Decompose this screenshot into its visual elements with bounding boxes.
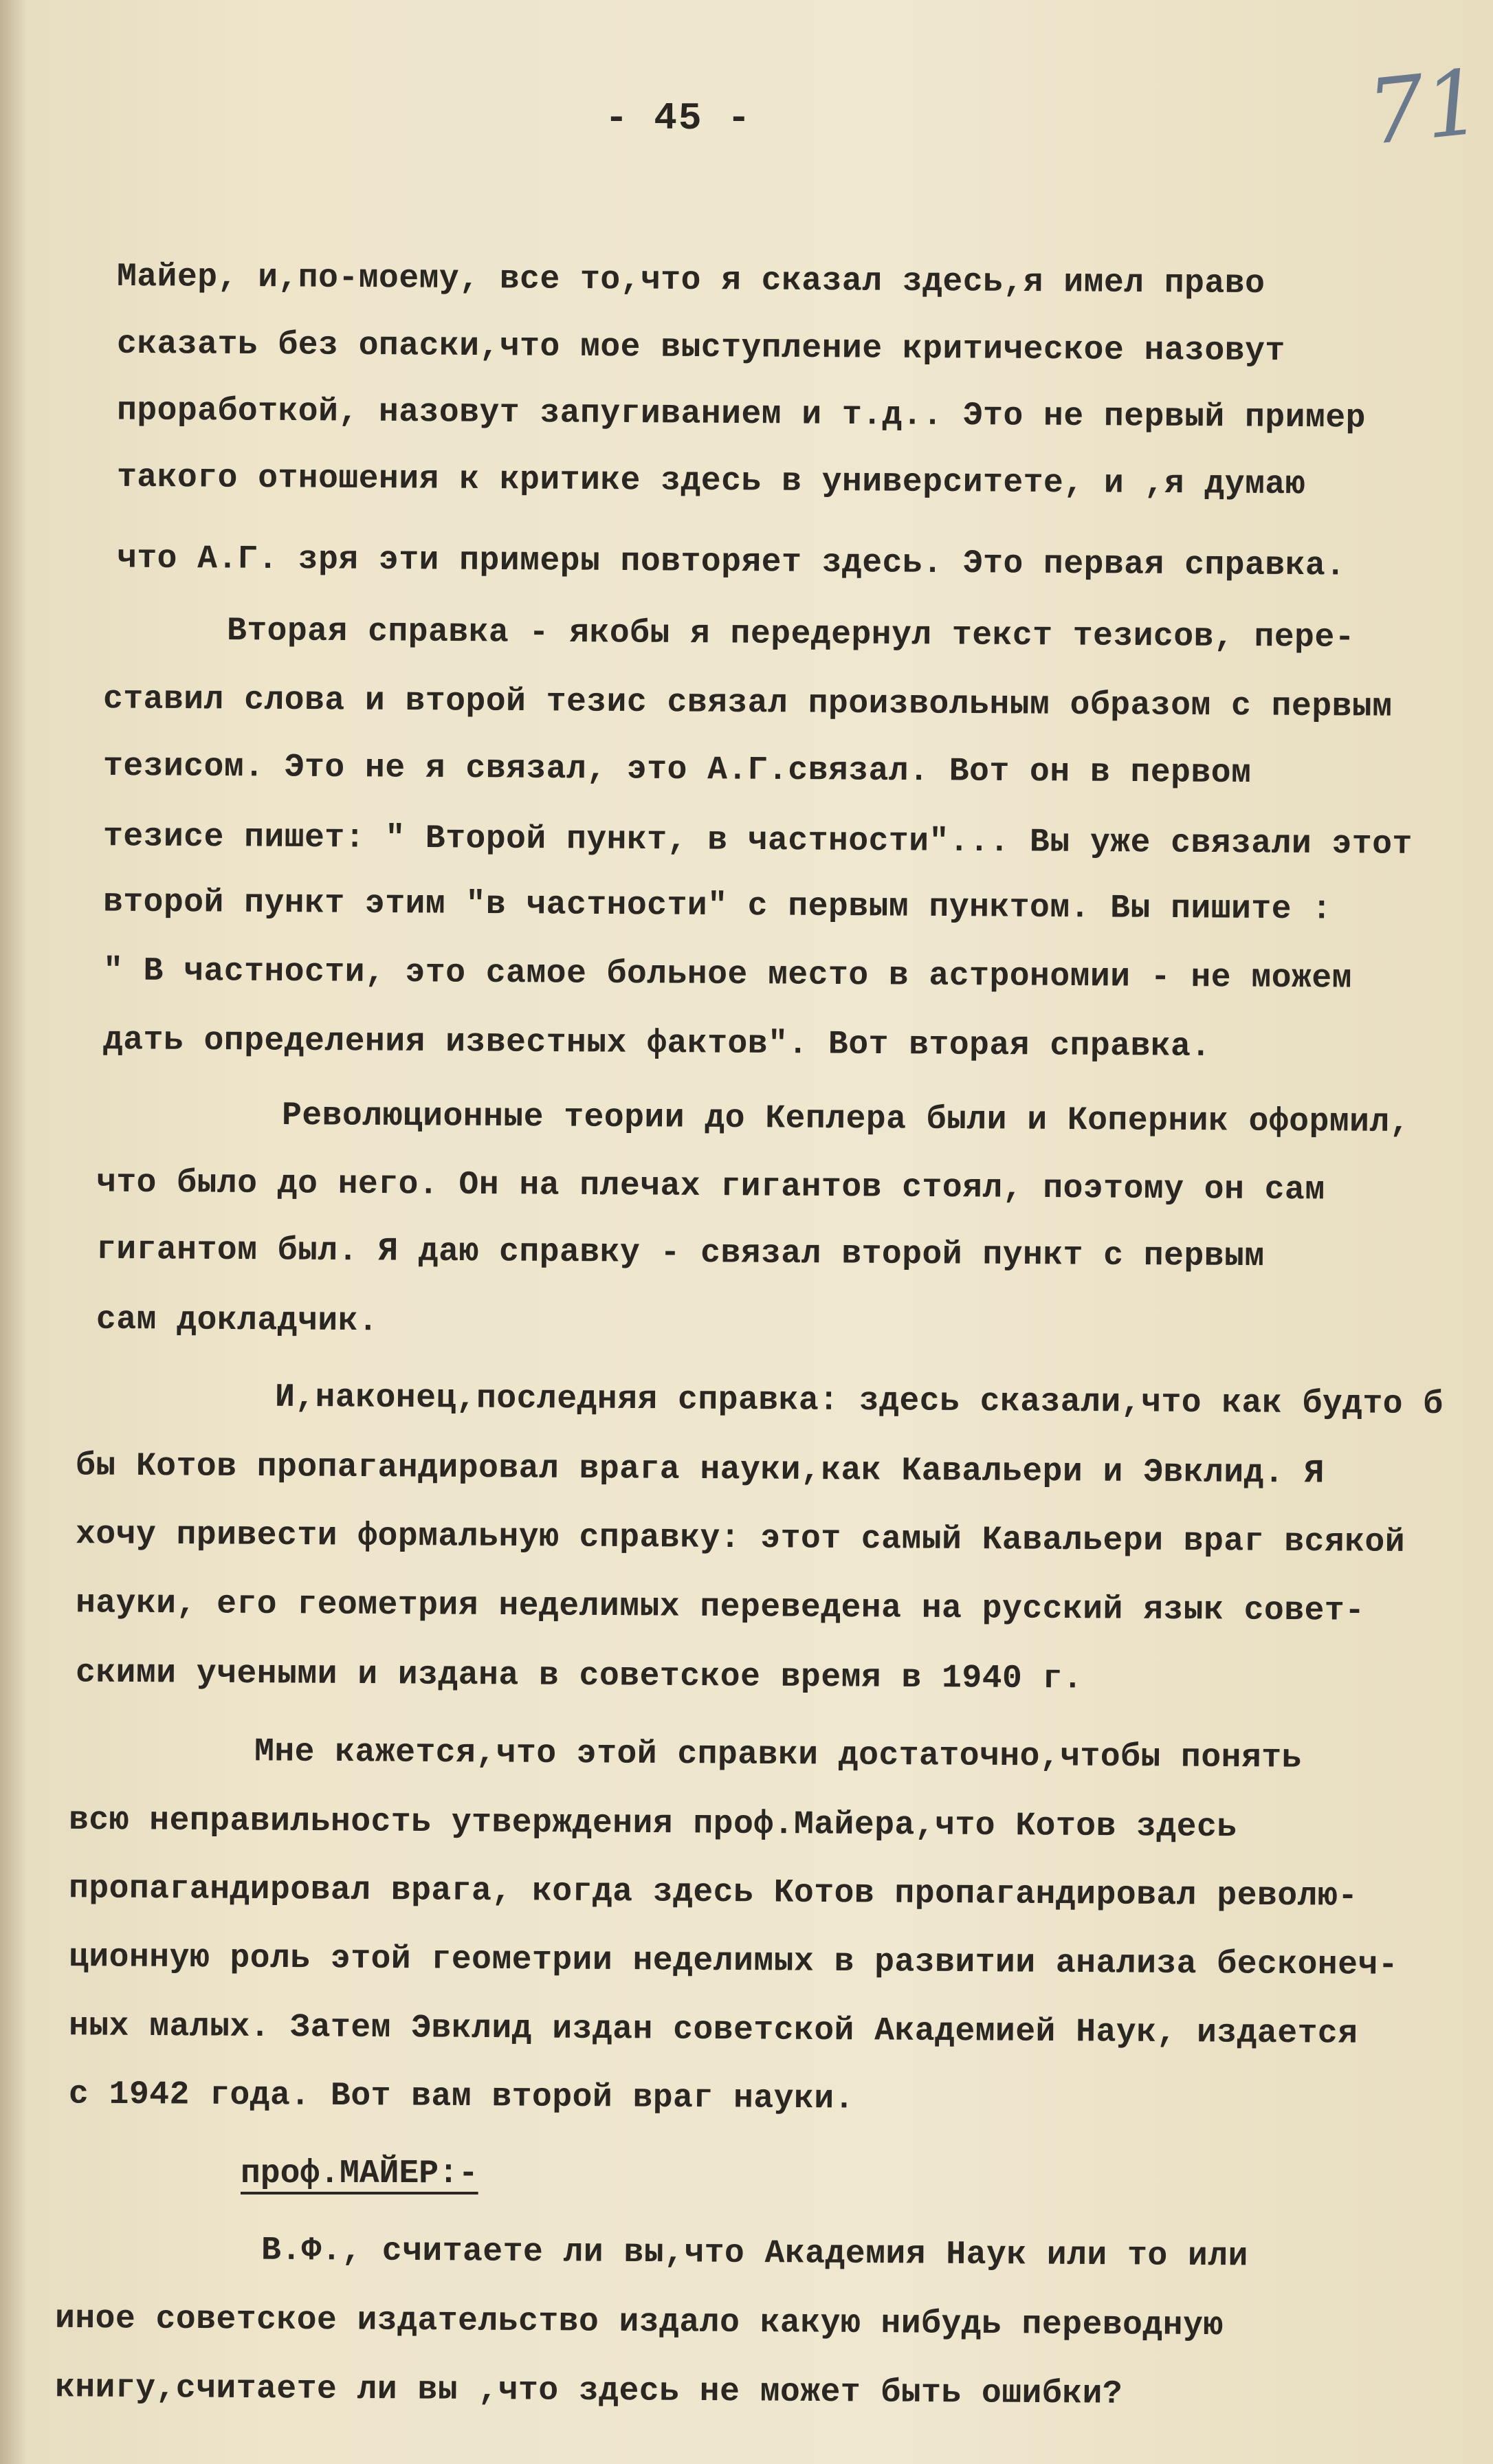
text-line: Мне кажется,что этой справки достаточно,чтобы понять bbox=[254, 1733, 1302, 1777]
text-line: тезисе пишет: " Второй пункт, в частности"... Вы уже связали этот bbox=[102, 818, 1413, 864]
text-line: ционную роль этой геометрии неделимых в развитии анализа бесконеч- bbox=[68, 1939, 1399, 1984]
text-line: ставил слова и второй тезис связал произвольным образом с первым bbox=[102, 681, 1393, 726]
text-line: В.Ф., считаете ли вы,что Академия Наук или то или bbox=[261, 2232, 1249, 2276]
text-line: пропагандировал врага, когда здесь Котов пропагандировал револю- bbox=[68, 1870, 1358, 1915]
text-line: проработкой, назовут запугиванием и т.д.. Это не первый пример bbox=[116, 392, 1367, 437]
text-line: сказать без опаски,что мое выступление критическое назовут bbox=[116, 325, 1285, 371]
text-line: тезисом. Это не я связал, это А.Г.связал. Вот он в первом bbox=[102, 747, 1252, 793]
text-line: ных малых. Затем Эвклид издан советской Академией Наук, издается bbox=[68, 2008, 1358, 2053]
text-line: хочу привести формальную справку: этот самый Кавальери враг всякой bbox=[75, 1516, 1406, 1561]
text-line: книгу,считаете ли вы ,что здесь не может быть ошибки? bbox=[54, 2369, 1123, 2413]
page-number: - 45 - bbox=[605, 96, 752, 140]
text-line: иное советское издательство издало какую нибудь переводную bbox=[54, 2300, 1224, 2345]
text-line: Революционные теории до Кеплера были и Коперник оформил, bbox=[281, 1097, 1411, 1142]
text-line: Вторая справка - якобы я передернул текст тезисов, пере- bbox=[226, 612, 1356, 657]
text-line: второй пункт этим "в частности" с первым пунктом. Вы пишите : bbox=[102, 883, 1332, 929]
text-line: дать определения известных фактов". Вот вторая справка. bbox=[102, 1022, 1211, 1066]
text-line: сам докладчик. bbox=[96, 1301, 379, 1341]
text-line: что было до него. Он на плечах гигантов стоял, поэтому он сам bbox=[96, 1164, 1325, 1209]
text-line: гигантом был. Я даю справку - связал второй пункт с первым bbox=[96, 1231, 1265, 1276]
text-line: науки, его геометрия неделимых переведена на русский язык совет- bbox=[75, 1585, 1365, 1630]
speaker-heading: проф.МАЙЕР:- bbox=[241, 2155, 478, 2192]
text-line: с 1942 года. Вот вам второй враг науки. bbox=[68, 2076, 855, 2118]
text-line: бы Котов пропагандировал врага науки,как Кавальери и Эвклид. Я bbox=[75, 1447, 1325, 1493]
archive-folio-number: 71 bbox=[1362, 49, 1487, 166]
text-line: скими учеными и издана в советское время в 1940 г. bbox=[75, 1654, 1083, 1698]
text-line: " В частности, это самое больное место в астрономии - не можем bbox=[102, 952, 1353, 998]
text-line: такого отношения к критике здесь в университете, и ,я думаю bbox=[116, 459, 1306, 504]
text-line: что А.Г. зря эти примеры повторяет здесь. Это первая справка. bbox=[116, 540, 1346, 585]
page-edge-shadow bbox=[0, 0, 27, 2464]
text-line: всю неправильность утверждения проф.Майера,что Котов здесь bbox=[68, 1801, 1237, 1847]
text-line: Майер, и,по-моему, все то,что я сказал здесь,я имел право bbox=[116, 258, 1265, 303]
text-line: И,наконец,последняя справка: здесь сказали,что как будто б bbox=[274, 1378, 1444, 1424]
